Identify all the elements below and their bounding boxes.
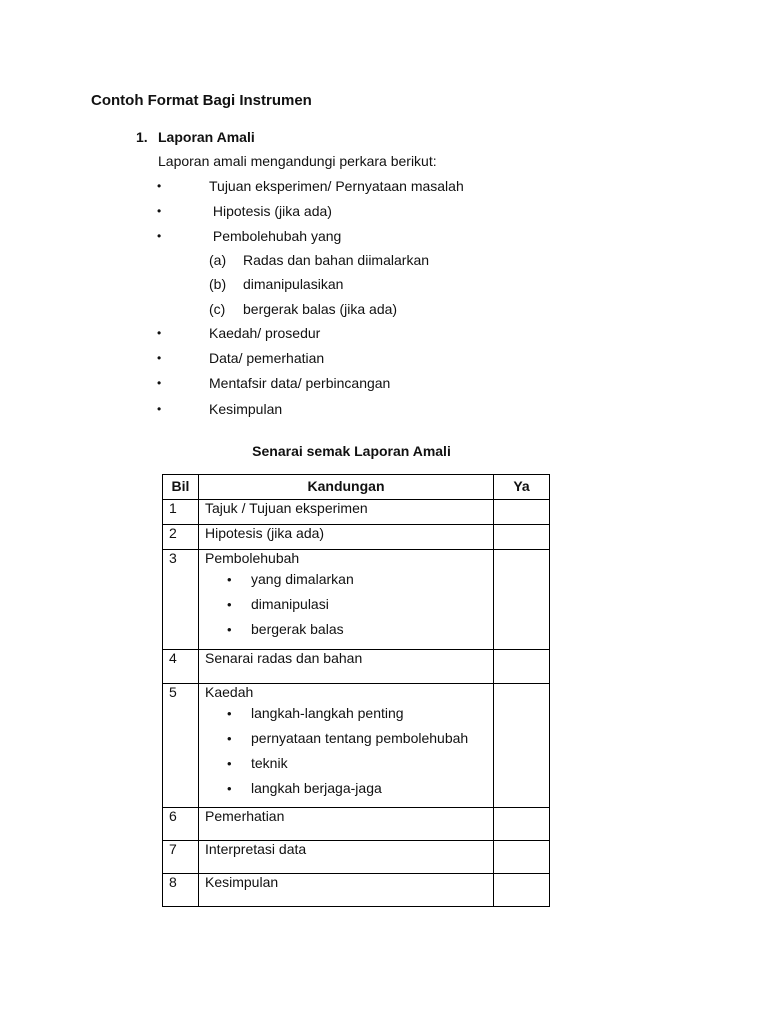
ya-checkbox-cell[interactable] — [494, 525, 550, 550]
row-number: 4 — [163, 650, 199, 684]
table-header-row — [163, 475, 550, 500]
row-text: Kaedah — [205, 684, 254, 700]
list-item: Kesimpulan — [209, 401, 283, 417]
section-number: 1. — [136, 129, 148, 145]
checklist-table — [162, 474, 550, 907]
row-content — [199, 684, 494, 808]
row-number: 7 — [163, 841, 199, 874]
row-number: 6 — [163, 808, 199, 841]
sub-list-item: • langkah berjaga-jaga — [205, 776, 487, 801]
header-bil: Bil — [163, 475, 199, 500]
sub-list-item: • langkah-langkah penting — [205, 701, 487, 726]
list-item: Mentafsir data/ perbincangan — [209, 375, 391, 391]
sub-list-item: • bergerak balas — [205, 617, 487, 642]
bullet-icon: • — [157, 326, 162, 340]
sub-item-text: Radas dan bahan diimalarkan — [243, 252, 430, 268]
table-row — [163, 525, 550, 550]
row-number: 8 — [163, 874, 199, 907]
row-content — [199, 550, 494, 650]
sub-item-label: (a) — [209, 252, 227, 268]
table-row — [163, 650, 550, 684]
table-row — [163, 500, 550, 525]
table-row — [163, 550, 550, 650]
row-number: 1 — [163, 500, 199, 525]
ya-checkbox-cell[interactable] — [494, 550, 550, 650]
table-row — [163, 841, 550, 874]
list-item: Tujuan eksperimen/ Pernyataan masalah — [209, 178, 464, 194]
row-text: Hipotesis (jika ada) — [199, 525, 494, 550]
list-item: Hipotesis (jika ada) — [209, 203, 332, 219]
row-number: 2 — [163, 525, 199, 550]
bullet-icon: • — [157, 204, 162, 218]
bullet-icon: • — [157, 351, 162, 365]
row-text: Interpretasi data — [199, 841, 494, 874]
row-number: 3 — [163, 550, 199, 650]
sub-list-item: • teknik — [205, 751, 487, 776]
checklist-title: Senarai semak Laporan Amali — [252, 443, 451, 459]
sub-item-label: (c) — [209, 301, 226, 317]
ya-checkbox-cell[interactable] — [494, 684, 550, 808]
bullet-icon: • — [157, 376, 162, 390]
sub-list-item: • pernyataan tentang pembolehubah — [205, 726, 487, 751]
table-row — [163, 874, 550, 907]
page-heading: Contoh Format Bagi Instrumen — [91, 92, 312, 109]
sub-list-item: • yang dimalarkan — [205, 567, 487, 592]
ya-checkbox-cell[interactable] — [494, 808, 550, 841]
list-item: Data/ pemerhatian — [209, 350, 325, 366]
bullet-icon: • — [157, 229, 162, 243]
ya-checkbox-cell[interactable] — [494, 650, 550, 684]
section-title: Laporan Amali — [158, 129, 255, 145]
list-item: Pembolehubah yang — [209, 228, 342, 244]
row-text: Tajuk / Tujuan eksperimen — [199, 500, 494, 525]
row-text: Kesimpulan — [199, 874, 494, 907]
row-text: Senarai radas dan bahan — [199, 650, 494, 684]
sub-list-item: • dimanipulasi — [205, 592, 487, 617]
header-kandungan: Kandungan — [199, 475, 494, 500]
list-item: Kaedah/ prosedur — [209, 325, 321, 341]
bullet-icon: • — [157, 179, 162, 193]
table-row — [163, 684, 550, 808]
sub-item-text: dimanipulasikan — [243, 276, 344, 292]
ya-checkbox-cell[interactable] — [494, 874, 550, 907]
table-row — [163, 808, 550, 841]
header-ya: Ya — [494, 475, 550, 500]
bullet-icon: • — [157, 402, 162, 416]
ya-checkbox-cell[interactable] — [494, 500, 550, 525]
ya-checkbox-cell[interactable] — [494, 841, 550, 874]
row-text: Pemerhatian — [199, 808, 494, 841]
sub-item-label: (b) — [209, 276, 227, 292]
sub-item-text: bergerak balas (jika ada) — [243, 301, 398, 317]
row-text: Pembolehubah — [205, 550, 300, 566]
section-intro: Laporan amali mengandungi perkara berikut: — [158, 153, 437, 169]
row-number: 5 — [163, 684, 199, 808]
